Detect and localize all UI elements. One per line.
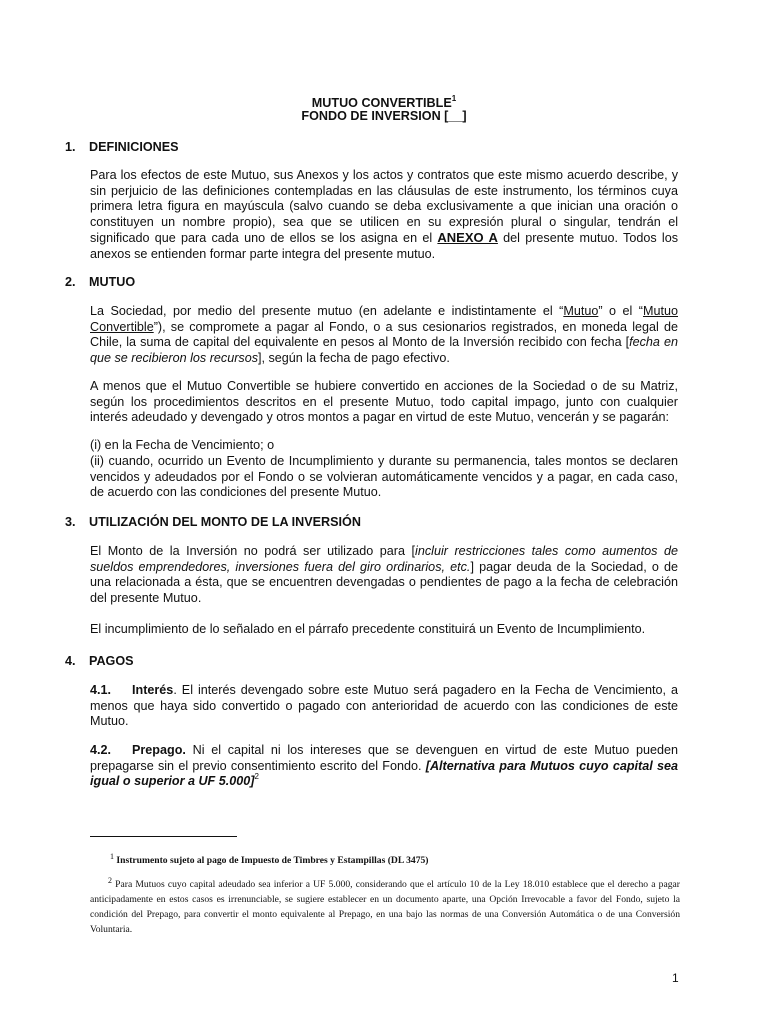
section-2-paragraph-2: A menos que el Mutuo Convertible se hubiere convertido en acciones de la Sociedad o de su Matriz, según los procedimientos descritos en el presente Mutuo, todo capital impago, junto con cualquier interés adeudado y devengado y otros montos a pagar en virtud de este Mutuo, vencerán y se pagarán: (90, 379, 678, 425)
section-2-title: MUTUO (89, 275, 136, 289)
footnote-1-text: Instrumento sujeto al pago de Impuesto de Timbres y Estampillas (DL 3475) (116, 855, 429, 867)
section-2-italic-placeholder: fecha en que se recibieron los recursos (90, 335, 678, 365)
section-1-text-b: del presente mutuo. Todos los anexos se entienden formar parte integra del presente mutuo. (90, 231, 678, 261)
subsection-4-2-alternative: [Alternativa para Mutuos cuyo capital sea igual o superior a UF 5.000] (90, 758, 678, 789)
page-number: 1 (672, 971, 679, 985)
subsection-4-1-title: Interés (132, 683, 174, 697)
subsection-4-2-text: Ni el capital ni los intereses que se devenguen en virtud de este Mutuo pueden prepagarse sin el previo consentimiento escrito del Fondo. (90, 743, 678, 773)
document-subtitle: FONDO DE INVERSION [__] (301, 109, 467, 123)
section-2-text-a: La Sociedad, por medio del presente mutuo (en adelante e indistintamente el “ (90, 304, 564, 318)
footnote-2-text: Para Mutuos cuyo capital adeudado sea inferior a UF 5.000, considerando que el artículo 10 de la Ley 18.010 establece que el derecho a pagar anticipadamente en estos casos es irrenunciable, se sugiere establecer en un documento aparte, una Opción Irrevocable a favor del Fondo, sujeto la condición del Prepago, para convertir el monto equivalente al Prepago, en una bajo las normas de una Conversión Automática o de una Conversión Voluntaria. (90, 879, 680, 936)
footnote-1 (110, 849, 680, 868)
section-1-title: DEFINICIONES (89, 140, 179, 154)
section-3-text-b: ] pagar deuda de la Sociedad, o de una relacionada a ésta, que se encuentren devengadas o pendientes de pago a la fecha de celebración del presente Mutuo. (90, 559, 679, 605)
subsection-4-2-number: 4.2. (90, 743, 112, 757)
term-mutuo: Mutuo (563, 304, 599, 318)
section-3-heading (65, 515, 361, 531)
section-2-item-1: (i) en la Fecha de Vencimiento; o (90, 438, 275, 452)
subsection-4-2 (90, 743, 678, 790)
section-3-paragraph-1 (90, 544, 678, 606)
section-4-heading (65, 654, 134, 670)
title-footnote-ref: 1 (451, 94, 457, 103)
subsection-4-2-title: Prepago. (132, 743, 186, 757)
section-2-text-c: ”), se compromete a pagar al Fondo, o a sus cesionarios registrados, en moneda legal de Chile, la suma de capital del equivalente en pesos al Monto de la Inversión recibido con fecha [ (90, 319, 678, 350)
section-3-number: 3. (65, 515, 76, 529)
section-2-paragraph-1 (90, 304, 678, 366)
section-1-text-a: Para los efectos de este Mutuo, sus Anexos y los actos y contratos que este mismo acuerdo describe, y sin perjuicio de las definiciones contempladas en las cláusulas de este instrumento, los términos cuya primera letra figura en mayúscula (salvo cuando se deba exclusivamente a que inician una oración o constituyen un nombre propio), sea que se utilicen en su expresión plural o singular, tendrán el significado que para cada uno de ellos se los asigna en el (90, 168, 678, 246)
section-4-number: 4. (65, 654, 76, 668)
section-2-text-b: ” o el “ (598, 304, 643, 318)
section-3-italic-placeholder: incluir restricciones tales como aumentos de sueldos emprendedores, inversiones fuera del giro ordinarios, etc. (90, 544, 678, 574)
subsection-4-1-text: . El interés devengado sobre este Mutuo será pagadero en la Fecha de Vencimiento, a menos que haya sido convertido o pagado con anterioridad de acuerdo con las condiciones de este Mutuo. (90, 683, 678, 729)
title-line1: MUTUO CONVERTIBLE (311, 96, 452, 111)
section-1-number: 1. (65, 140, 76, 154)
footnote-2-ref: 2 (254, 772, 259, 781)
section-4-title: PAGOS (89, 654, 134, 668)
section-3-text-a: El Monto de la Inversión no podrá ser utilizado para [ (90, 544, 416, 558)
section-3-paragraph-2: El incumplimiento de lo señalado en el párrafo precedente constituirá un Evento de Incumplimiento. (90, 622, 646, 636)
anexo-a-reference: ANEXO A (437, 230, 498, 246)
section-2-number: 2. (65, 275, 76, 289)
section-2-item-2: (ii) cuando, ocurrido un Evento de Incumplimiento y durante su permanencia, tales montos se declaren vencidos y adeudados por el Fondo o se volvieran automáticamente vencidos y a pagar, en cada caso, de acuerdo con las condiciones del presente Mutuo. (90, 454, 678, 500)
section-2-heading (65, 275, 135, 291)
section-1-paragraph (90, 168, 678, 263)
footnote-2-number: 2 (108, 876, 112, 885)
term-mutuo-convertible: Mutuo Convertible (90, 304, 678, 334)
section-2-text-d: ], según la fecha de pago efectivo. (258, 350, 450, 365)
section-3-title: UTILIZACIÓN DEL MONTO DE LA INVERSIÓN (89, 515, 361, 529)
subsection-4-1-number: 4.1. (90, 683, 112, 697)
section-1-heading (65, 140, 179, 156)
footnote-separator (90, 836, 237, 837)
footnote-1-number: 1 (110, 852, 114, 861)
footnote-2 (90, 873, 680, 937)
subsection-4-1 (90, 683, 678, 730)
